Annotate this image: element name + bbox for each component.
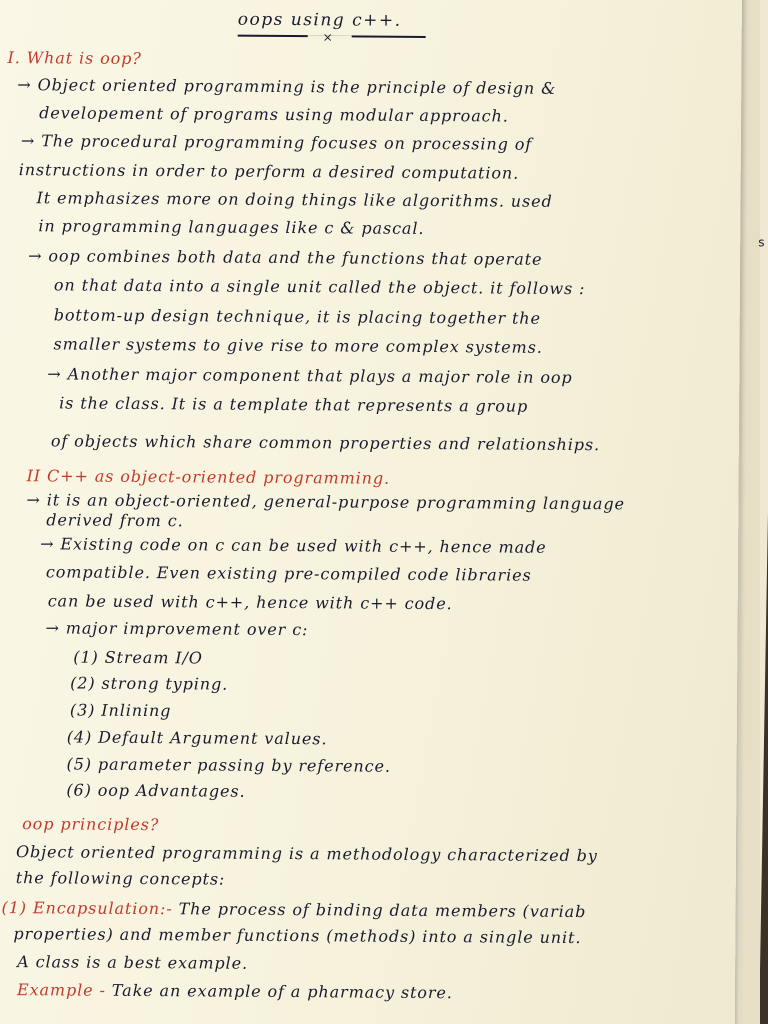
note-line: is the class. It is a template that represents a group [59, 393, 529, 416]
note-line: → Existing code on c can be used with c++, hence made [40, 534, 547, 557]
note-line: on that data into a single unit called the object. it follows : [53, 275, 586, 299]
note-line: Example - Take an example of a pharmacy store. [16, 980, 453, 1003]
note-line: of objects which share common properties and relationships. [50, 431, 601, 455]
note-line: It emphasizes more on doing things like algorithms. used [36, 188, 553, 211]
note-line: → The procedural programming focuses on processing of [20, 131, 533, 154]
note-line: derived from c. [46, 510, 184, 531]
note-line: → it is an object-oriented, general-purpose programming language [26, 490, 625, 514]
note-line: developement of programs using modular approach. [39, 103, 509, 126]
note-line: can be used with c++, hence with c++ code. [47, 591, 453, 614]
note-line: (1) Stream I/O [73, 647, 203, 668]
note-line: (3) Inlining [69, 700, 172, 721]
note-line: (6) oop Advantages. [66, 780, 246, 801]
note-line: (1) Encapsulation:- The process of binding data members (variab [1, 898, 587, 922]
note-line: (5) parameter passing by reference. [66, 754, 391, 776]
note-line: the following concepts: [15, 868, 226, 889]
note-line: properties) and member functions (methods) into a single unit. [13, 924, 582, 948]
page-stack-edge-inner [740, 0, 760, 1024]
note-line: A class is a best example. [17, 952, 249, 973]
note-line: oop principles? [22, 814, 160, 835]
note-line: smaller systems to give rise to more complex systems. [53, 334, 543, 357]
margin-mark: s [758, 235, 765, 250]
note-line: I. What is oop? [7, 48, 142, 68]
note-line: → Another major component that plays a major role in oop [47, 364, 573, 388]
note-line: (4) Default Argument values. [66, 727, 328, 749]
page-title: oops using c++. [237, 9, 402, 31]
note-line: (2) strong typing. [70, 673, 229, 694]
note-line: → Object oriented programming is the principle of design & [17, 75, 557, 98]
note-line: compatible. Even existing pre-compiled code libraries [45, 562, 532, 585]
note-line: → major improvement over c: [45, 618, 309, 640]
note-line: instructions in order to perform a desired computation. [18, 160, 520, 183]
note-line: → oop combines both data and the functions that operate [28, 246, 543, 269]
note-line: bottom-up design technique, it is placing together the [53, 305, 541, 328]
note-line: II C++ as object-oriented programming. [26, 466, 391, 488]
note-line: Object oriented programming is a methodology characterized by [15, 842, 598, 866]
red-lead: (1) Encapsulation:- [1, 898, 173, 919]
note-line: in programming languages like c & pascal. [38, 216, 425, 238]
red-lead: Example - [16, 980, 106, 1000]
underline-cross-mark: × [322, 30, 333, 45]
